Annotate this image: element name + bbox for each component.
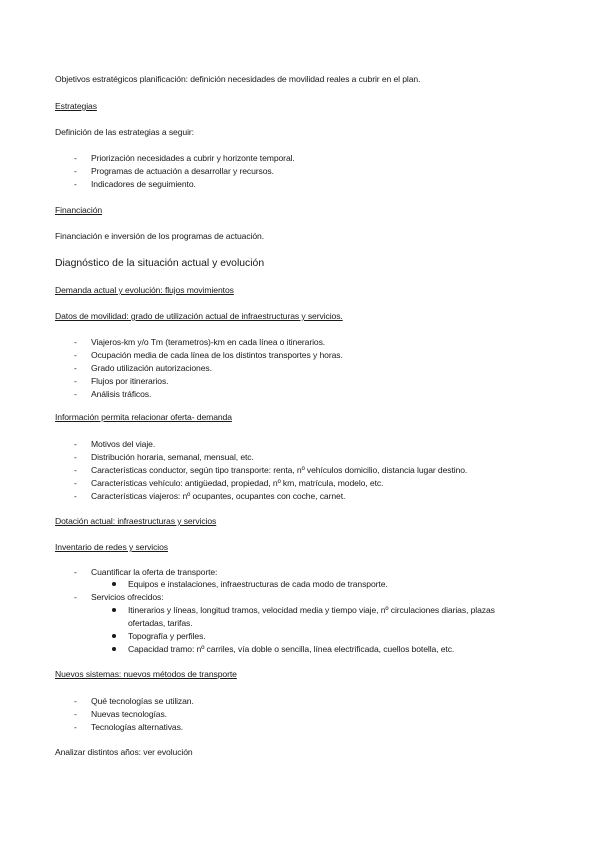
bullet-dash: - [74,491,77,501]
list-item: Características conductor, según tipo transporte: renta, nº vehículos domicilio, distancia lugar destino. [91,465,468,475]
list-item: Viajeros-km y/o Tm (terametros)-km en cada línea o itinerarios. [91,337,326,347]
list-item: Cuantificar la oferta de transporte: [91,567,218,577]
bullet-dash: - [74,478,77,488]
bullet-dash: - [74,179,77,189]
bullet-dash: - [74,337,77,347]
bullet-dot [112,634,116,638]
list-item: Características vehículo: antigüedad, propiedad, nº km, matrícula, modelo, etc. [91,478,384,488]
list-item: Indicadores de seguimiento. [91,179,196,189]
sub-list-item-continuation: ofertadas, tarifas. [128,618,193,628]
bullet-dash: - [74,350,77,360]
bullet-dash: - [74,363,77,373]
bullet-dash: - [74,153,77,163]
list-item: Servicios ofrecidos: [91,592,164,602]
financiacion-text: Financiación e inversión de los programas de actuación. [55,231,264,241]
sub-list-item: Equipos e instalaciones, infraestructuras de cada modo de transporte. [128,579,388,589]
list-item: Grado utilización autorizaciones. [91,363,212,373]
sub-list-item: Topografía y perfiles. [128,631,206,641]
sub-list-item: Itinerarios y líneas, longitud tramos, velocidad media y tiempo viaje, nº circulaciones diarias, plazas [128,605,495,615]
heading-nuevos-sistemas: Nuevos sistemas: nuevos métodos de transporte [55,669,237,679]
sub-list-item: Capacidad tramo: nº carriles, vía doble o sencilla, línea electrificada, cuellos botella, etc. [128,644,455,654]
list-item: Flujos por itinerarios. [91,376,169,386]
list-item: Qué tecnologías se utilizan. [91,696,194,706]
heading-inventario: Inventario de redes y servicios [55,542,168,552]
heading-dotacion: Dotación actual: infraestructuras y servicios [55,516,217,526]
analizar-text: Analizar distintos años: ver evolución [55,747,193,757]
bullet-dash: - [74,567,77,577]
bullet-dash: - [74,166,77,176]
bullet-dash: - [74,376,77,386]
bullet-dash: - [74,592,77,602]
bullet-dot [112,582,116,586]
heading-datos-movilidad: Datos de movilidad: grado de utilización actual de infraestructuras y servicios. [55,311,343,321]
bullet-dot [112,608,116,612]
list-item: Priorización necesidades a cubrir y horizonte temporal. [91,153,295,163]
list-item: Características viajeros: nº ocupantes, ocupantes con coche, carnet. [91,491,346,501]
intro-text: Objetivos estratégicos planificación: definición necesidades de movilidad reales a cubrir en el plan. [55,74,421,84]
bullet-dash: - [74,709,77,719]
bullet-dash: - [74,722,77,732]
list-item: Distribución horaria, semanal, mensual, etc. [91,452,254,462]
bullet-dash: - [74,465,77,475]
heading-estrategias: Estrategias [55,101,97,111]
heading-financiacion: Financiación [55,205,103,215]
heading-demanda: Demanda actual y evolución: flujos movimientos [55,285,234,295]
section-title-diagnostico: Diagnóstico de la situación actual y evolución [55,258,265,269]
list-item: Tecnologías alternativas. [91,722,184,732]
estrategias-lead: Definición de las estrategias a seguir: [55,127,194,137]
bullet-dash: - [74,439,77,449]
bullet-dash: - [74,696,77,706]
bullet-dash: - [74,389,77,399]
list-item: Programas de actuación a desarrollar y recursos. [91,166,274,176]
heading-informacion: Información permita relacionar oferta- demanda [55,412,232,422]
bullet-dash: - [74,452,77,462]
list-item: Nuevas tecnologías. [91,709,167,719]
bullet-dot [112,647,116,651]
list-item: Motivos del viaje. [91,439,156,449]
list-item: Análisis tráficos. [91,389,152,399]
list-item: Ocupación media de cada línea de los distintos transportes y horas. [91,350,343,360]
